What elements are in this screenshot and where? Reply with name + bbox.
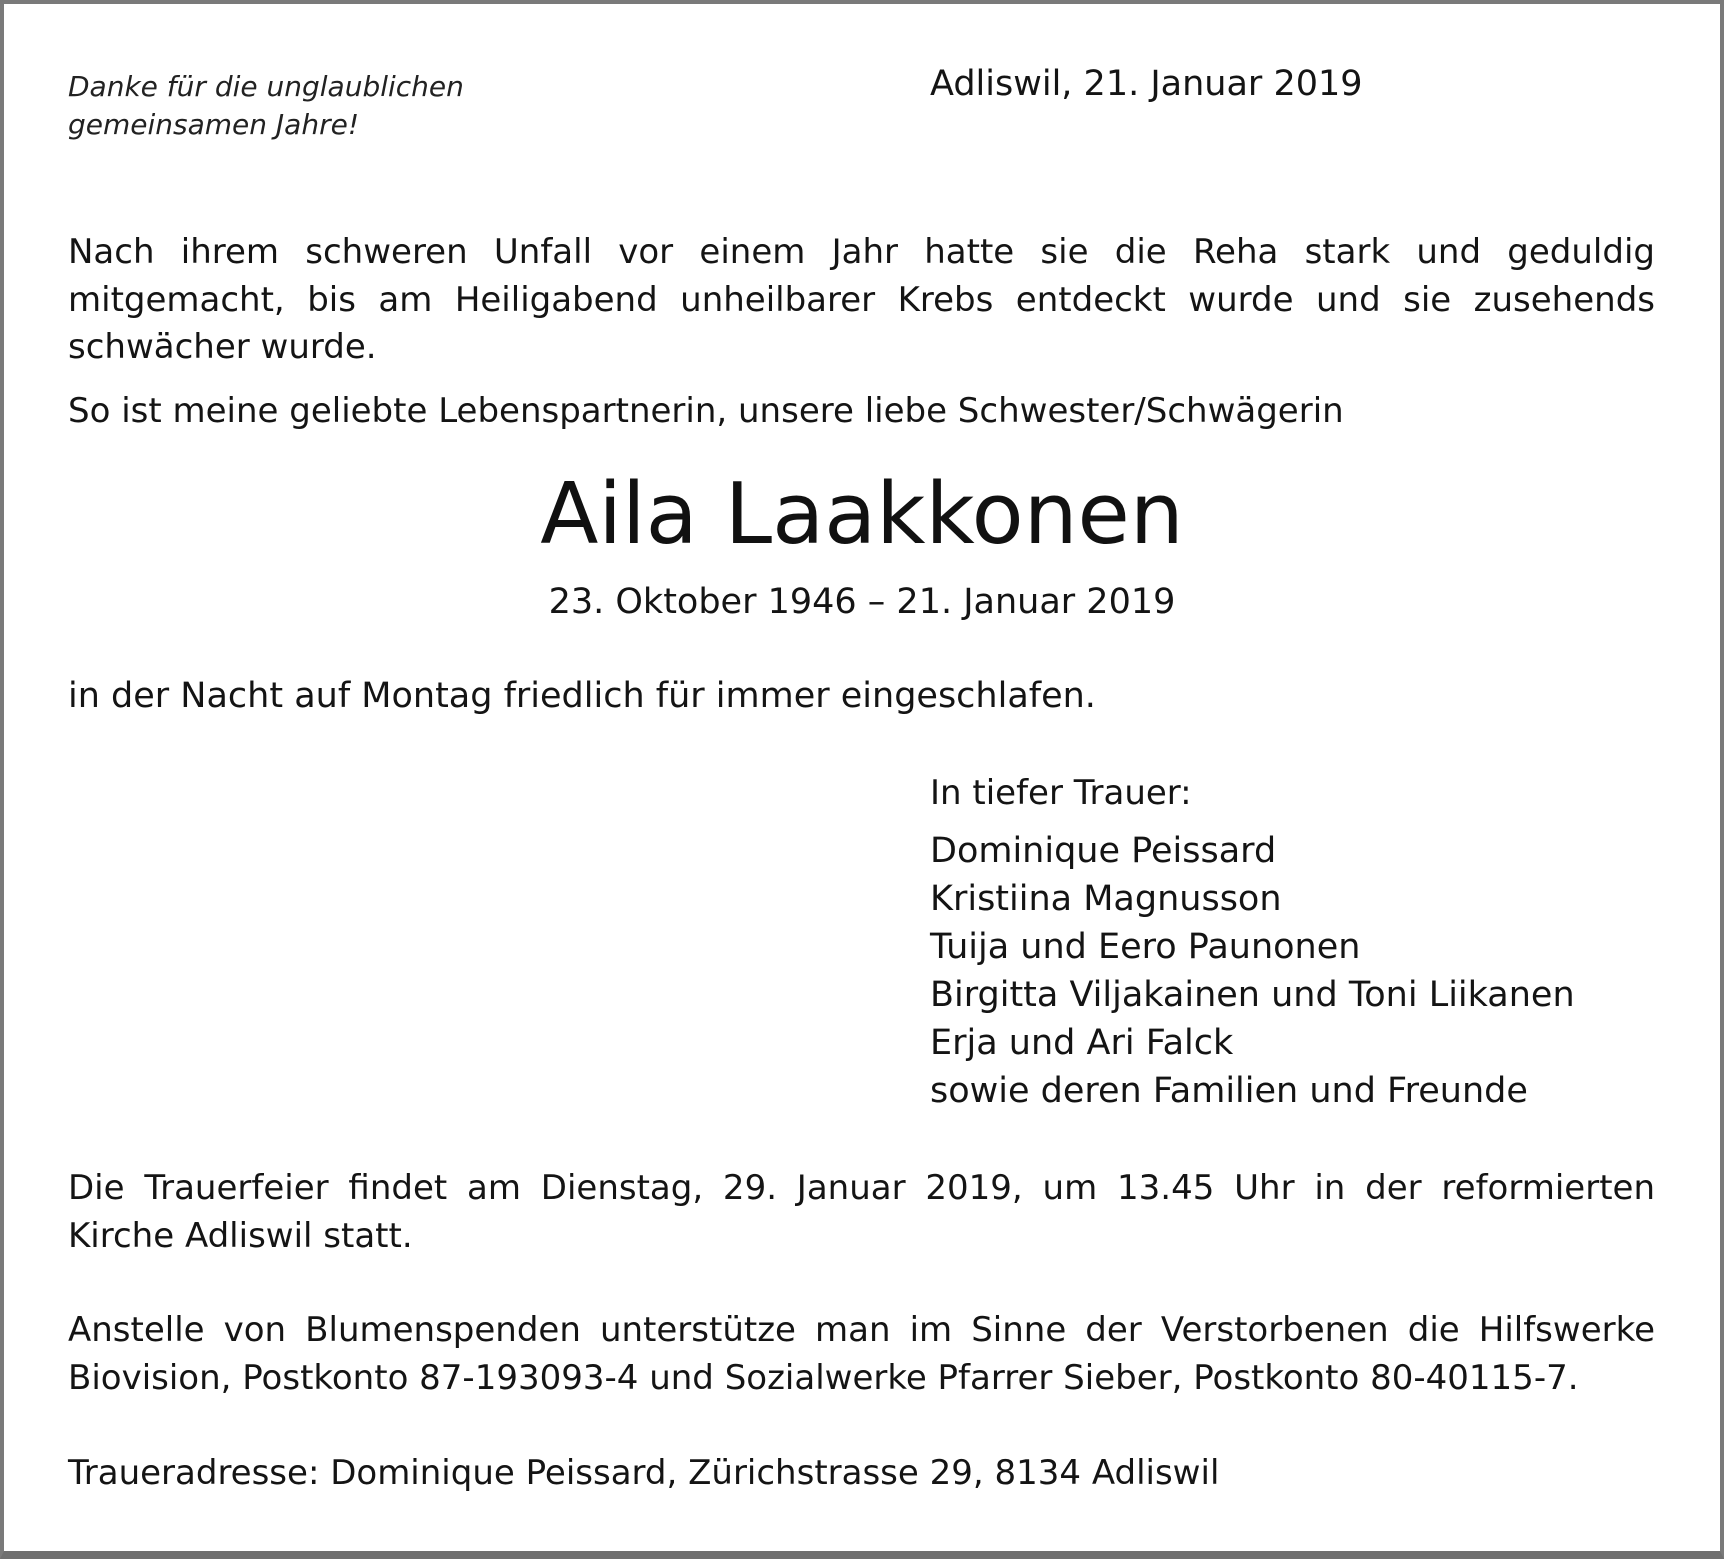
- mourner-item: Kristiina Magnusson: [930, 879, 1282, 919]
- ceremony-line-1: Die Trauerfeier findet am Dienstag, 29. Januar 2019, um 13.45 Uhr in der reformierten: [68, 1168, 1655, 1208]
- passing-text: in der Nacht auf Montag friedlich für immer eingeschlafen.: [68, 676, 1096, 716]
- mourners-list: [930, 827, 1575, 1115]
- intro-line-4: So ist meine geliebte Lebenspartnerin, unsere liebe Schwester/Schwägerin: [68, 391, 1344, 431]
- intro-paragraph: [68, 229, 1655, 324]
- intro-line-1: Nach ihrem schweren Unfall vor einem Jahr hatte sie die Reha stark und geduldig: [68, 232, 1655, 272]
- motto-line-1: Danke für die unglaublichen: [68, 70, 464, 103]
- donations-line-2: Biovision, Postkonto 87-193093-4 und Sozialwerke Pfarrer Sieber, Postkonto 80-40115-7.: [68, 1358, 1579, 1398]
- donations-paragraph: [68, 1306, 1655, 1354]
- motto-line-2: gemeinsamen Jahre!: [68, 108, 360, 141]
- place-date: Adliswil, 21. Januar 2019: [930, 64, 1363, 104]
- mourner-item: Dominique Peissard: [930, 831, 1277, 871]
- motto: [68, 68, 464, 144]
- mourning-address: Traueradresse: Dominique Peissard, Zürichstrasse 29, 8134 Adliswil: [68, 1453, 1220, 1493]
- ceremony-paragraph: [68, 1164, 1655, 1212]
- mourner-item: Birgitta Viljakainen und Toni Liikanen: [930, 975, 1575, 1015]
- life-dates: 23. Oktober 1946 – 21. Januar 2019: [548, 582, 1176, 622]
- mourner-item: sowie deren Familien und Freunde: [930, 1071, 1528, 1111]
- donations-line-1: Anstelle von Blumenspenden unterstütze man im Sinne der Verstorbenen die Hilfswerke: [68, 1310, 1655, 1350]
- mourner-item: Erja und Ari Falck: [930, 1023, 1234, 1063]
- intro-line-3: schwächer wurde.: [68, 327, 377, 367]
- ceremony-line-2: Kirche Adliswil statt.: [68, 1216, 413, 1256]
- intro-line-2: mitgemacht, bis am Heiligabend unheilbarer Krebs entdeckt wurde und sie zusehends: [68, 279, 1655, 320]
- mourning-title: In tiefer Trauer:: [930, 773, 1192, 813]
- mourner-item: Tuija und Eero Paunonen: [930, 927, 1361, 967]
- deceased-name: Aila Laakkonen: [540, 465, 1184, 564]
